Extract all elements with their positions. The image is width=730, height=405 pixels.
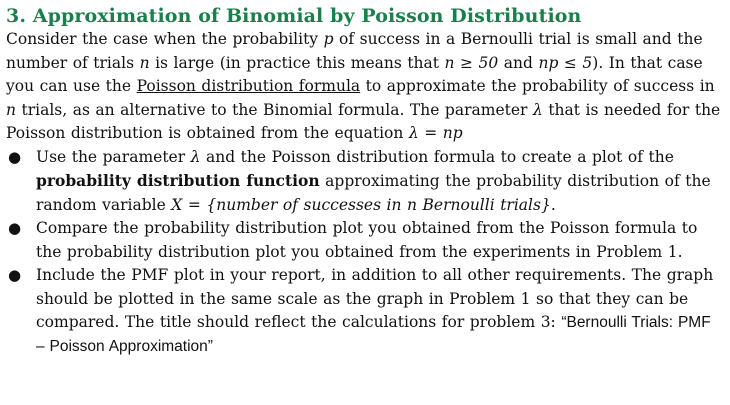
b1-bold-term: probability distribution function xyxy=(36,171,320,190)
b1-text-2: and the Poisson distribution formula to create a plot of the xyxy=(200,147,674,166)
intro-text-6: to approximate the probability of success in xyxy=(360,77,715,95)
list-item xyxy=(6,217,722,264)
math-p: p xyxy=(323,30,334,48)
intro-text-8: that is needed for the Poisson distribution is obtained from the equation xyxy=(6,100,721,142)
b2-text: Compare the probability distribution plot you obtained from the Poisson formula to the probability distribution plot you obtained from the experiments in Problem 1. xyxy=(36,219,698,261)
list-item xyxy=(6,146,722,218)
intro-text-5: ). In that case you can use the xyxy=(6,53,703,95)
b1-text-1: Use the parameter xyxy=(36,147,191,166)
bullet-icon: ● xyxy=(8,147,22,166)
math-condition-n: n ≥ 50 xyxy=(444,53,499,72)
list-item xyxy=(6,264,722,358)
math-equation: λ = np xyxy=(408,124,463,142)
bullet-list xyxy=(6,146,722,359)
intro-text-1: Consider the case when the probability xyxy=(6,30,324,48)
b1-text-4: . xyxy=(550,195,556,214)
poisson-formula-link[interactable]: Poisson distribution formula xyxy=(136,77,361,95)
b1-text-3: approximating the probability distribution of the random variable xyxy=(36,172,711,214)
bullet-icon: ● xyxy=(8,219,22,237)
math-lambda: λ xyxy=(532,100,543,119)
math-random-variable: X = {number of successes in n Bernoulli trials} xyxy=(171,195,551,214)
section-title: 3. Approximation of Binomial by Poisson Distribution xyxy=(6,5,582,27)
math-n: n xyxy=(139,53,150,72)
intro-text-7: trials, as an alternative to the Binomial formula. The parameter xyxy=(15,100,533,119)
intro-paragraph xyxy=(6,28,722,146)
math-lambda-b1: λ xyxy=(190,147,201,166)
b3-text: Include the PMF plot in your report, in addition to all other requirements. The graph should be plotted in the same scale as the graph in Problem 1 so that they can be compared. The title should reflect the calculations for problem 3: xyxy=(36,266,714,331)
intro-text-3: is large (in practice this means that xyxy=(149,53,445,72)
b3-plot-title: “Bernoulli Trials: PMF – Poisson Approximation” xyxy=(36,314,711,355)
intro-text-4: and xyxy=(498,53,539,72)
intro-text-2: of success in a Bernoulli trial is small and the number of trials xyxy=(6,30,703,72)
bullet-icon: ● xyxy=(8,266,22,284)
math-n-2: n xyxy=(6,100,16,119)
math-condition-np: np ≤ 5 xyxy=(538,53,593,72)
